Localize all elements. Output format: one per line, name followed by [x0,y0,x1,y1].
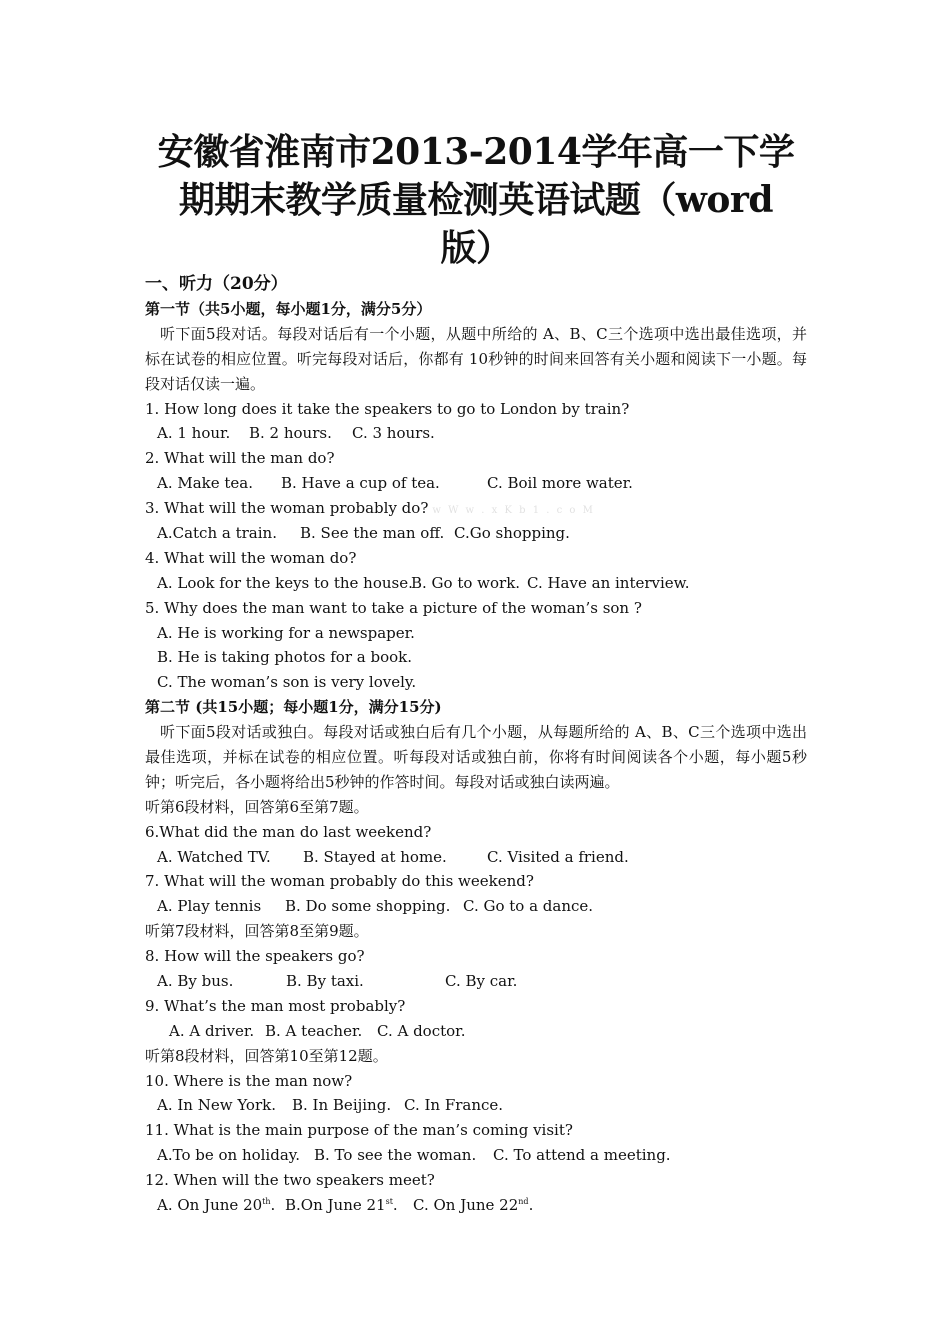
q2-option-b: B. Have a cup of tea. [281,474,440,493]
q8-option-a: A. By bus. [157,972,234,991]
material8-note: 听第8段材料，回答第10至第12题。 [145,1046,388,1065]
q3-stem [145,496,807,521]
q3-option-b: B. See the man off. [300,523,445,542]
title-line-1: 安徽省淮南市2013-2014学年高一下学 [157,131,795,173]
q12-options [145,1193,807,1218]
q1-option-b: B. 2 hours. [249,424,332,443]
q12-option-a-dot: . [270,1196,276,1215]
q1-option-a: A. 1 hour. [157,424,231,443]
q9-option-b: B. A teacher. [265,1021,363,1040]
q12-option-b [285,1193,413,1218]
q6-option-a: A. Watched TV. [157,847,271,866]
q2-options [145,471,807,496]
q4-stem: 4. What will the woman do? [145,548,357,567]
q11-option-a: A.To be on holiday. [157,1146,301,1165]
q12-option-c [413,1193,533,1218]
q7-option-a: A. Play tennis [157,897,262,916]
q8-stem: 8. How will the speakers go? [145,947,365,966]
q7-option-b: B. Do some shopping. [285,897,451,916]
q2-option-c: C. Boil more water. [487,474,633,493]
title-line-2: 期期末教学质量检测英语试题（word [178,179,774,221]
q6-stem: 6.What did the man do last weekend? [145,822,432,841]
q5-option-a: A. He is working for a newspaper. [157,623,415,642]
q12-option-a-sup: th [262,1197,271,1207]
q7-stem: 7. What will the woman probably do this weekend? [145,872,534,891]
material6-note: 听第6段材料，回答第6至第7题。 [145,797,369,816]
section2-instructions: 听下面5段对话或独白。每段对话或独白后有几个小题，从每题所给的 A、B、C三个选项中选出最佳选项，并标在试卷的相应位置。听每段对话或独白前，你将有时间阅读各个小题，每小题5秒钟；听完后，各小题将给出5秒钟的作答时间。每段对话或独白读两遍。 [145,723,807,791]
q2-option-a: A. Make tea. [157,474,254,493]
watermark-text: w W w . x K b 1 . c o M [432,505,595,517]
q8-option-b: B. By taxi. [286,972,364,991]
q12-option-b-dot: . [392,1196,398,1215]
q12-option-c-sup: nd [518,1197,529,1207]
q9-option-a: A. A driver. [169,1021,255,1040]
document-body [145,272,807,1218]
q11-options [145,1143,807,1168]
q1-option-c: C. 3 hours. [352,424,435,443]
q12-option-a-text: A. On June 20 [157,1196,263,1215]
q11-option-b: B. To see the woman. [314,1146,477,1165]
q3-option-a: A.Catch a train. [157,523,277,542]
q7-option-c: C. Go to a dance. [463,897,594,916]
q9-options [145,1019,807,1044]
section1-instructions: 听下面5段对话。每段对话后有一个小题，从题中所给的 A、B、C三个选项中选出最佳选项，并标在试卷的相应位置。听完每段对话后，你都有 10秒钟的时间来回答有关小题和阅读下一小题。每段对话仅读一遍。 [145,324,807,393]
part1-heading: 一、听力（20分） [145,274,288,294]
q1-stem: 1. How long does it take the speakers to go to London by train? [145,399,630,418]
q10-option-b: B. In Beijing. [292,1096,392,1115]
q3-options [145,521,807,546]
q12-option-a [157,1193,285,1218]
q5-option-c: C. The woman’s son is very lovely. [157,673,417,692]
q12-option-c-dot: . [528,1196,534,1215]
q4-option-a: A. Look for the keys to the house. [157,573,413,592]
q8-option-c: C. By car. [445,972,518,991]
q10-options [145,1093,807,1118]
q3-option-c: C.Go shopping. [454,523,570,542]
q8-options [145,969,807,994]
q10-option-c: C. In France. [404,1096,504,1115]
q10-stem: 10. Where is the man now? [145,1071,353,1090]
q6-options [145,845,807,870]
q10-option-a: A. In New York. [157,1096,276,1115]
q6-option-b: B. Stayed at home. [303,847,447,866]
document-title [145,128,807,272]
q4-option-c: C. Have an interview. [527,573,690,592]
material7-note: 听第7段材料，回答第8至第9题。 [145,922,369,941]
q12-option-b-sup: st [385,1197,393,1207]
q12-stem: 12. When will the two speakers meet? [145,1171,435,1190]
q12-option-b-text: B.On June 21 [285,1196,386,1215]
q9-stem: 9. What’s the man most probably? [145,996,406,1015]
q3-stem-text: 3. What will the woman probably do? [145,499,429,518]
q9-option-c: C. A doctor. [377,1021,466,1040]
q1-options [145,421,807,446]
q12-option-c-text: C. On June 22 [413,1196,519,1215]
section1-heading: 第一节（共5小题，每小题1分，满分5分） [145,299,432,318]
q5-option-b: B. He is taking photos for a book. [157,648,413,667]
q5-stem: 5. Why does the man want to take a picture of the woman’s son ? [145,598,642,617]
q6-option-c: C. Visited a friend. [487,847,629,866]
q4-options [145,571,807,596]
q11-stem: 11. What is the main purpose of the man’s coming visit? [145,1121,573,1140]
section2-heading: 第二节 (共15小题；每小题1分，满分15分) [145,698,442,717]
q4-option-b: B. Go to work. [411,573,521,592]
q2-stem: 2. What will the man do? [145,449,335,468]
q7-options [145,894,807,919]
title-line-3: 版） [440,227,512,269]
q11-option-c: C. To attend a meeting. [493,1146,671,1165]
